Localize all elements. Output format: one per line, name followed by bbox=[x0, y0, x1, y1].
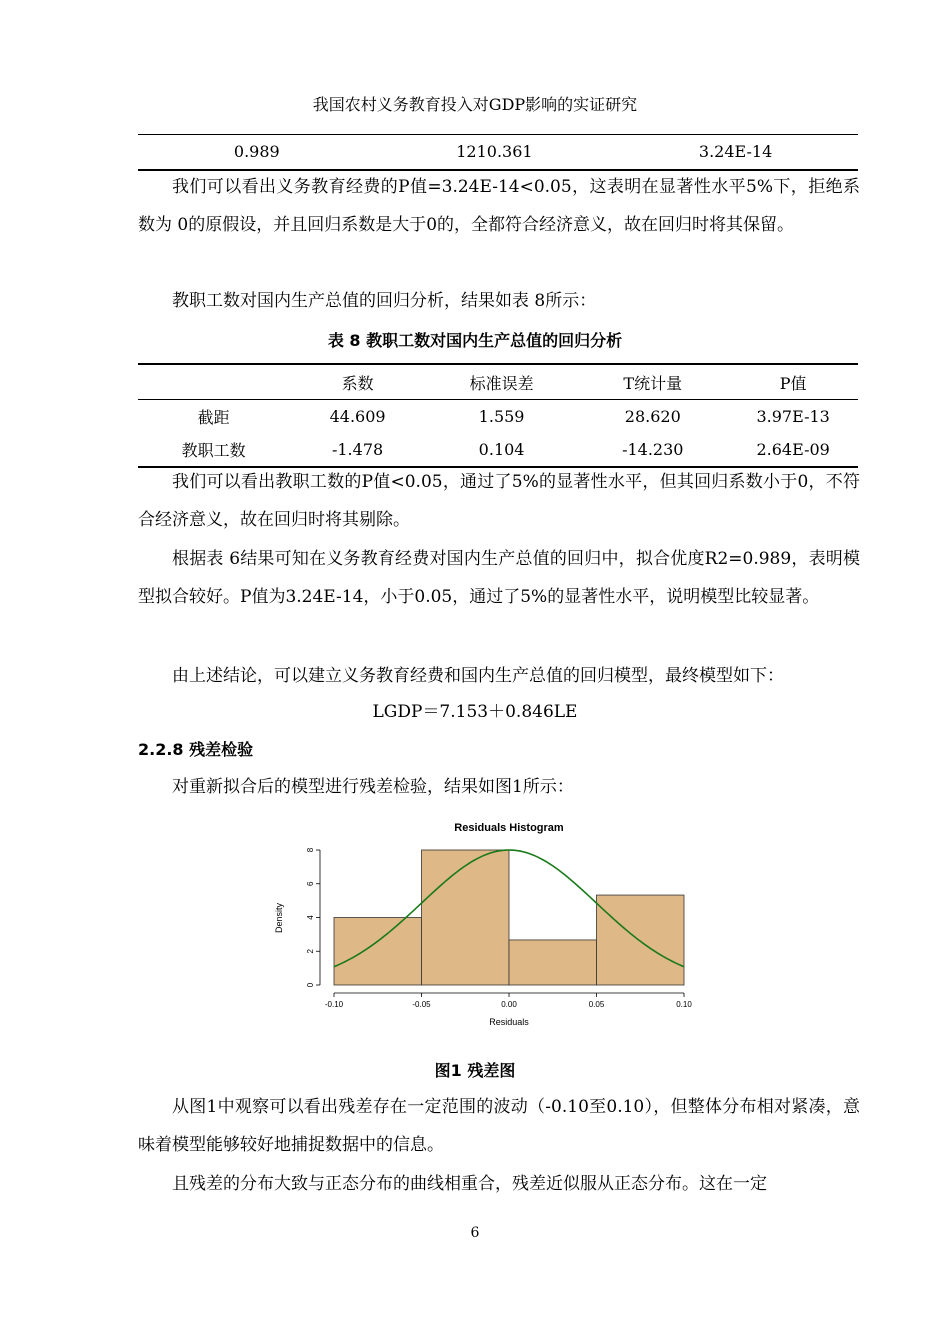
table-cell: 44.609 bbox=[329, 407, 386, 426]
table-cell: 1210.361 bbox=[456, 141, 533, 161]
y-tick-label: 8 bbox=[306, 847, 315, 853]
table-header: 系数 bbox=[289, 364, 426, 400]
y-tick-label: 4 bbox=[306, 915, 315, 920]
x-tick-label: 0.10 bbox=[676, 1000, 692, 1009]
paragraph: 我们可以看出教职工数的P值<0.05，通过了5%的显著性水平，但其回归系数小于0，不符合经济意义，故在回归时将其剔除。 bbox=[138, 472, 860, 530]
table-cell: -1.478 bbox=[289, 433, 426, 467]
table-cell: 28.620 bbox=[624, 407, 681, 426]
histogram-bar bbox=[334, 918, 422, 986]
figure-caption: 图1 残差图 bbox=[434, 1061, 516, 1080]
section-heading: 2.2.8 残差检验 bbox=[138, 740, 254, 759]
histogram-bar bbox=[597, 895, 685, 985]
table-header: 标准误差 bbox=[426, 364, 577, 400]
x-tick-label: 0.00 bbox=[501, 1000, 517, 1009]
table-cell: 3.24E-14 bbox=[698, 141, 773, 161]
paragraph: 对重新拟合后的模型进行残差检验，结果如图1所示： bbox=[172, 777, 574, 797]
page-number: 6 bbox=[470, 1225, 480, 1241]
regression-table bbox=[138, 363, 858, 468]
table-row bbox=[138, 433, 858, 467]
table-cell: 1.559 bbox=[478, 407, 525, 426]
paragraph: 由上述结论，可以建立义务教育经费和国内生产总值的回归模型，最终模型如下： bbox=[172, 666, 784, 686]
histogram-bar bbox=[509, 940, 597, 985]
paragraph: 且残差的分布大致与正态分布的曲线相重合，残差近似服从正态分布。这在一定 bbox=[172, 1174, 767, 1194]
table-cell: 2.64E-09 bbox=[728, 433, 858, 467]
histogram-bar bbox=[422, 850, 510, 985]
y-axis-label: Density bbox=[274, 902, 284, 934]
table-header-row bbox=[138, 364, 858, 400]
table-header bbox=[138, 364, 289, 400]
paragraph: 教职工数对国内生产总值的回归分析，结果如表 8所示： bbox=[172, 291, 597, 311]
y-tick-label: 6 bbox=[306, 881, 315, 886]
y-tick-label: 2 bbox=[306, 949, 315, 954]
table-cell: 0.989 bbox=[233, 141, 280, 161]
table-caption: 表 8 教职工数对国内生产总值的回归分析 bbox=[327, 331, 623, 350]
x-tick-label: 0.05 bbox=[588, 1000, 605, 1009]
running-header: 我国农村义务教育投入对GDP影响的实证研究 bbox=[312, 95, 638, 114]
table-cell: 截距 bbox=[197, 408, 230, 427]
x-tick-label: -0.10 bbox=[324, 1000, 344, 1009]
continued-table bbox=[138, 135, 858, 167]
x-axis-label: Residuals bbox=[489, 1017, 529, 1027]
table-cell: 0.104 bbox=[426, 433, 577, 467]
regression-formula: LGDP＝7.153＋0.846LE bbox=[372, 702, 578, 722]
paragraph: 我们可以看出义务教育经费的P值=3.24E-14<0.05，这表明在显著性水平5%下，拒绝系数为 0的原假设，并且回归系数是大于0的，全都符合经济意义，故在回归时将其保留。 bbox=[138, 177, 860, 235]
y-tick-label: 0 bbox=[306, 982, 315, 988]
x-tick-label: -0.05 bbox=[412, 1000, 431, 1009]
chart-title: Residuals Histogram bbox=[454, 822, 564, 834]
table-cell: 教职工数 bbox=[138, 433, 289, 467]
table-row bbox=[138, 135, 858, 167]
paragraph: 从图1中观察可以看出残差存在一定范围的波动（-0.10至0.10），但整体分布相对紧凑，意味着模型能够较好地捕捉数据中的信息。 bbox=[138, 1097, 860, 1155]
table-header: T统计量 bbox=[577, 364, 728, 400]
table-cell: 3.97E-13 bbox=[756, 407, 830, 426]
table-header: P值 bbox=[728, 364, 858, 400]
paragraph: 根据表 6结果可知在义务教育经费对国内生产总值的回归中，拟合优度R2=0.989，表明模型拟合较好。P值为3.24E-14，小于0.05，通过了5%的显著性水平，说明模型比较显著。 bbox=[138, 549, 860, 607]
table-cell: -14.230 bbox=[577, 433, 728, 467]
table-row bbox=[138, 400, 858, 434]
residuals-histogram bbox=[265, 812, 705, 1037]
